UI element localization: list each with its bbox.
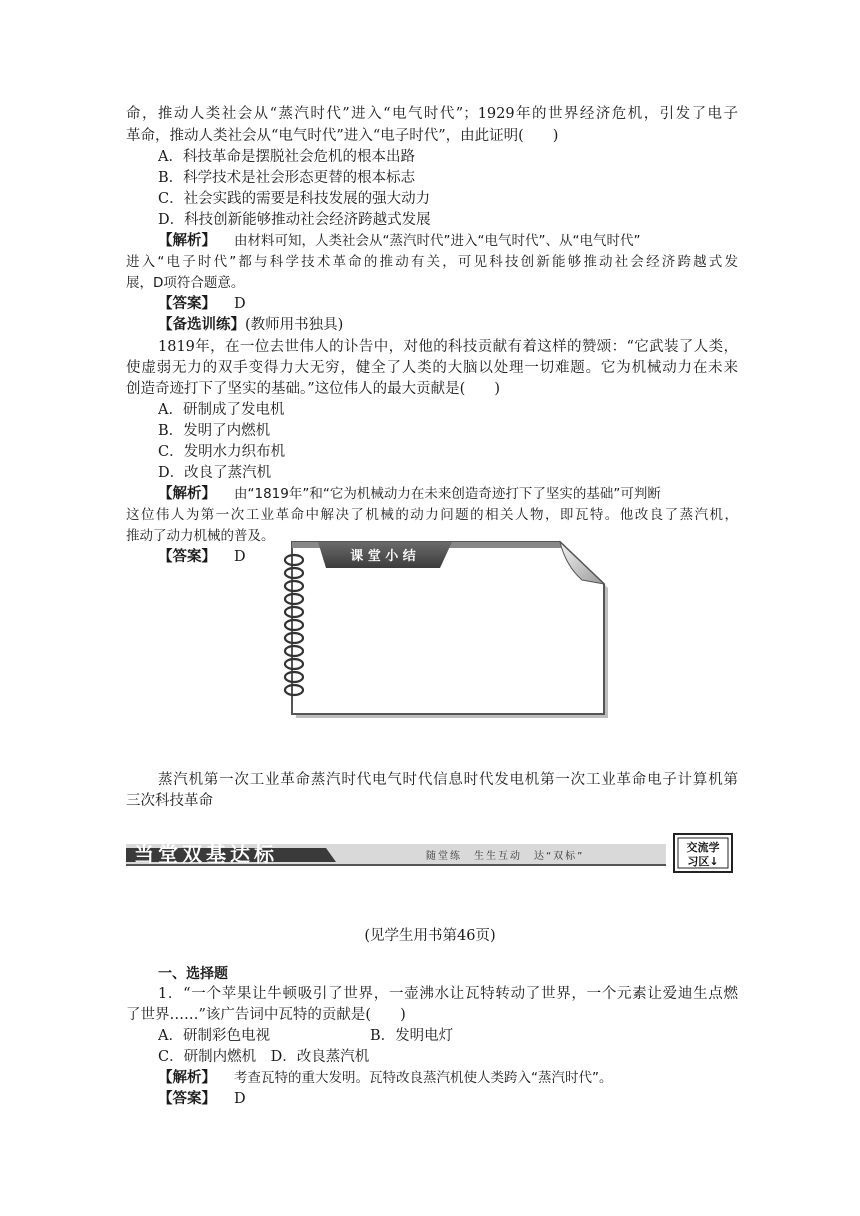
backup-label: 【备选训练】 [158,316,245,333]
page-reference: (见学生用书第46页) [364,928,496,944]
backup-note: (教师用书独具) [245,317,344,333]
analysis-text: 由材料可知，人类社会从“蒸汽时代”进入“电气时代”、从“电气时代” [234,233,641,249]
option-a: A．研制彩色电视 [158,1028,270,1044]
answer-value: D [234,549,246,565]
q1-analysis-line-3: 展，D项符合题意。 [126,275,245,291]
summary-text-line-1: 蒸汽机第一次工业革命蒸汽时代电气时代信息时代发电机第一次工业革命电子计算机第 [158,772,738,788]
question-options-cd: C．研制内燃机 D．改良蒸汽机 [158,1049,370,1065]
answer-label: 【答案】 [158,548,216,565]
q1-analysis-line-2: 进入“电子时代”都与科学技术革命的推动有关，可见科技创新能够推动社会经济跨越式发 [126,254,738,270]
question-options-ab [158,1026,770,1046]
backup-option-c: C．发明水力织布机 [158,444,286,460]
question-analysis [158,1068,738,1088]
backup-analysis-line-1 [158,484,738,504]
backup-analysis-line-2: 这位伟人为第一次工业革命中解决了机械的动力问题的相关人物，即瓦特。他改良了蒸汽机， [126,507,738,523]
backup-analysis-line-3: 推动了动力机械的普及。 [126,528,275,544]
summary-notebook [282,536,612,720]
backup-option-a: A．研制成了发电机 [158,402,285,418]
q1-option-d: D．科技创新能够推动社会经济跨越式发展 [158,212,431,228]
q1-analysis-line-1 [158,231,738,251]
q1-option-c: C．社会实践的需要是科技发展的强大动力 [158,191,431,207]
analysis-text: 考查瓦特的重大发明。瓦特改良蒸汽机使人类跨入“蒸汽时代”。 [234,1070,613,1086]
notebook-graphic [282,536,612,720]
summary-text-line-2: 三次科技革命 [126,793,213,809]
backup-stem-line-2: 使虚弱无力的双手变得力大无穷，健全了人类的大脑以处理一切难题。它为机械动力在未来 [126,360,738,376]
banner-badge-line-2: 习区↓ [687,855,719,868]
question-line-1: 1．“一个苹果让牛顿吸引了世界，一壶沸水让瓦特转动了世界，一个元素让爱迪生点燃 [158,986,738,1002]
answer-value: D [234,296,246,312]
backup-option-b: B．发明了内燃机 [158,423,271,439]
q1-answer [158,294,770,314]
option-b: B．发明电灯 [369,1028,454,1044]
banner-graphic [126,832,738,876]
q1-option-a: A．科技革命是摆脱社会危机的根本出路 [158,149,415,165]
analysis-label: 【解析】 [158,1069,216,1086]
q1-option-b: B．科学技术是社会形态更替的根本标志 [158,170,416,186]
analysis-label: 【解析】 [158,232,216,249]
banner-slogan: 随堂练 生生互动 达“双标” [426,851,585,862]
question-line-2: 了世界……”该广告词中瓦特的贡献是( ) [126,1007,406,1023]
backup-stem-line-3: 创造奇迹打下了坚实的基础。”这位伟人的最大贡献是( ) [126,381,500,397]
backup-heading [158,315,770,335]
banner-badge-line-1: 交流学 [686,841,720,854]
intro-line-1: 命，推动人类社会从“蒸汽时代”进入“电气时代”；1929年的世界经济危机，引发了电子 [126,106,738,122]
intro-line-2: 革命，推动人类社会从“电气时代”进入“电子时代”，由此证明( ) [126,128,559,144]
analysis-text: 由“1819年”和“它为机械动力在未来创造奇迹打下了坚实的基础”可判断 [234,486,661,502]
analysis-label: 【解析】 [158,485,216,502]
answer-value: D [234,1091,246,1107]
question-answer [158,1089,770,1109]
banner-title: 当堂双基达标 [134,842,278,866]
notebook-tab-label: 课 堂 小 结 [350,549,416,564]
backup-stem-line-1: 1819年，在一位去世伟人的讣告中，对他的科技贡献有着这样的赞颂：“它武装了人类， [158,339,738,355]
backup-option-d: D．改良了蒸汽机 [158,465,272,481]
section-banner [126,832,738,876]
answer-label: 【答案】 [158,1090,216,1107]
section-title: 一、选择题 [158,966,228,982]
answer-label: 【答案】 [158,295,216,312]
